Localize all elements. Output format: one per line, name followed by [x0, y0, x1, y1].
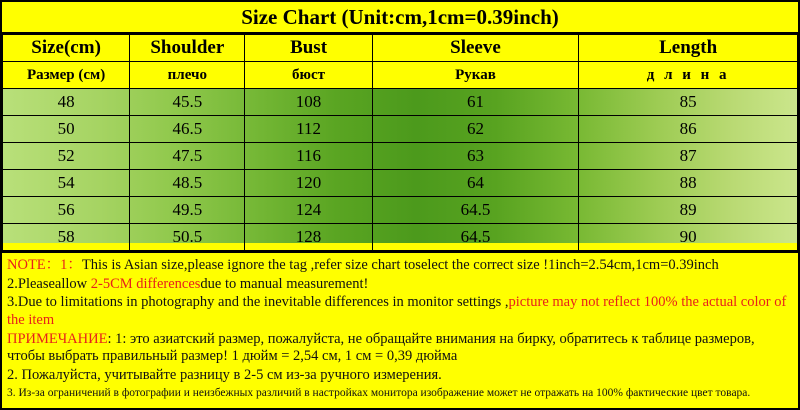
note-text-2a: 2.Pleaseallow	[7, 275, 91, 292]
header-length: Length	[579, 35, 798, 62]
cell-sleeve: 62	[372, 116, 579, 143]
cell-shoulder: 46.5	[130, 116, 245, 143]
note-line-3	[7, 294, 793, 329]
table-row	[3, 89, 798, 116]
cell-shoulder: 49.5	[130, 197, 245, 224]
cell-size: 52	[3, 143, 130, 170]
header-bust-ru: бюст	[245, 62, 372, 89]
cell-bust: 112	[245, 116, 372, 143]
page-title: Size Chart (Unit:cm,1cm=0.39inch)	[241, 4, 559, 29]
cell-bust: 124	[245, 197, 372, 224]
cell-length: 89	[579, 197, 798, 224]
cell-bust: 108	[245, 89, 372, 116]
header-sleeve: Sleeve	[372, 35, 579, 62]
header-length-ru: д л и н а	[579, 62, 798, 89]
header-sleeve-ru: Рукав	[372, 62, 579, 89]
cell-shoulder: 47.5	[130, 143, 245, 170]
cell-length: 88	[579, 170, 798, 197]
note-text-3a: 3.Due to limitations in photography and the inevitable differences in monitor settings ,	[7, 294, 509, 311]
cell-size: 50	[3, 116, 130, 143]
cell-sleeve: 63	[372, 143, 579, 170]
header-shoulder-ru: плечо	[130, 62, 245, 89]
cell-shoulder: 48.5	[130, 170, 245, 197]
cell-size: 58	[3, 224, 130, 251]
note-line-6: 3. Из-за ограничений в фотографии и неизбежных различий в настройках монитора изображение может не отражать на 100% фактические цвет товара.	[7, 386, 751, 399]
notes-section	[2, 251, 798, 410]
table-row	[3, 143, 798, 170]
note-label-en: NOTE：	[7, 257, 61, 273]
header-bust: Bust	[245, 35, 372, 62]
table-row	[3, 224, 798, 251]
header-size-ru: Размер (см)	[3, 62, 130, 89]
table-row	[3, 116, 798, 143]
cell-sleeve: 64.5	[372, 224, 579, 251]
cell-length: 90	[579, 224, 798, 251]
note-text-2b: due to manual measurement!	[200, 275, 369, 292]
note-line-5: 2. Пожалуйста, учитывайте разницу в 2-5 см из-за ручного измерения.	[7, 367, 442, 384]
cell-bust: 128	[245, 224, 372, 251]
cell-length: 86	[579, 116, 798, 143]
cell-sleeve: 64.5	[372, 197, 579, 224]
cell-size: 54	[3, 170, 130, 197]
header-size: Size(cm)	[3, 35, 130, 62]
cell-size: 48	[3, 89, 130, 116]
cell-shoulder: 45.5	[130, 89, 245, 116]
note-text-4: : 1: это азиатский размер, пожалуйста, не обращайте внимания на бирку, обратитесь к таблице размеров, чтобы выбрать правильный размер! 1 дюйм = 2,54 см, 1 см = 0,39 дюйма	[7, 330, 755, 365]
table-header-row-en	[3, 35, 798, 62]
table-header-row-ru	[3, 62, 798, 89]
note-line-1	[7, 257, 793, 275]
note-line-2	[7, 276, 793, 294]
note-label-ru: ПРИМЕЧАНИЕ	[7, 330, 108, 347]
size-table	[2, 34, 798, 251]
cell-length: 87	[579, 143, 798, 170]
note-text-1: This is Asian size,please ignore the tag ,refer size chart toselect the correct size !1inch=2.54cm,1cm=0.39inch	[81, 257, 719, 273]
cell-bust: 116	[245, 143, 372, 170]
cell-bust: 120	[245, 170, 372, 197]
chart-title-row	[2, 2, 798, 34]
header-shoulder: Shoulder	[130, 35, 245, 62]
cell-length: 85	[579, 89, 798, 116]
cell-sleeve: 61	[372, 89, 579, 116]
table-row	[3, 170, 798, 197]
note-line-4	[7, 331, 793, 366]
table-row	[3, 197, 798, 224]
note-number-1: 1：	[60, 257, 82, 273]
note-text-2-red: 2-5CM differences	[90, 275, 201, 292]
note-text-3-red: picture may not reflect 100% the actual color of the item	[7, 294, 787, 329]
cell-shoulder: 50.5	[130, 224, 245, 251]
size-table-wrapper	[2, 34, 798, 251]
cell-size: 56	[3, 197, 130, 224]
cell-sleeve: 64	[372, 170, 579, 197]
